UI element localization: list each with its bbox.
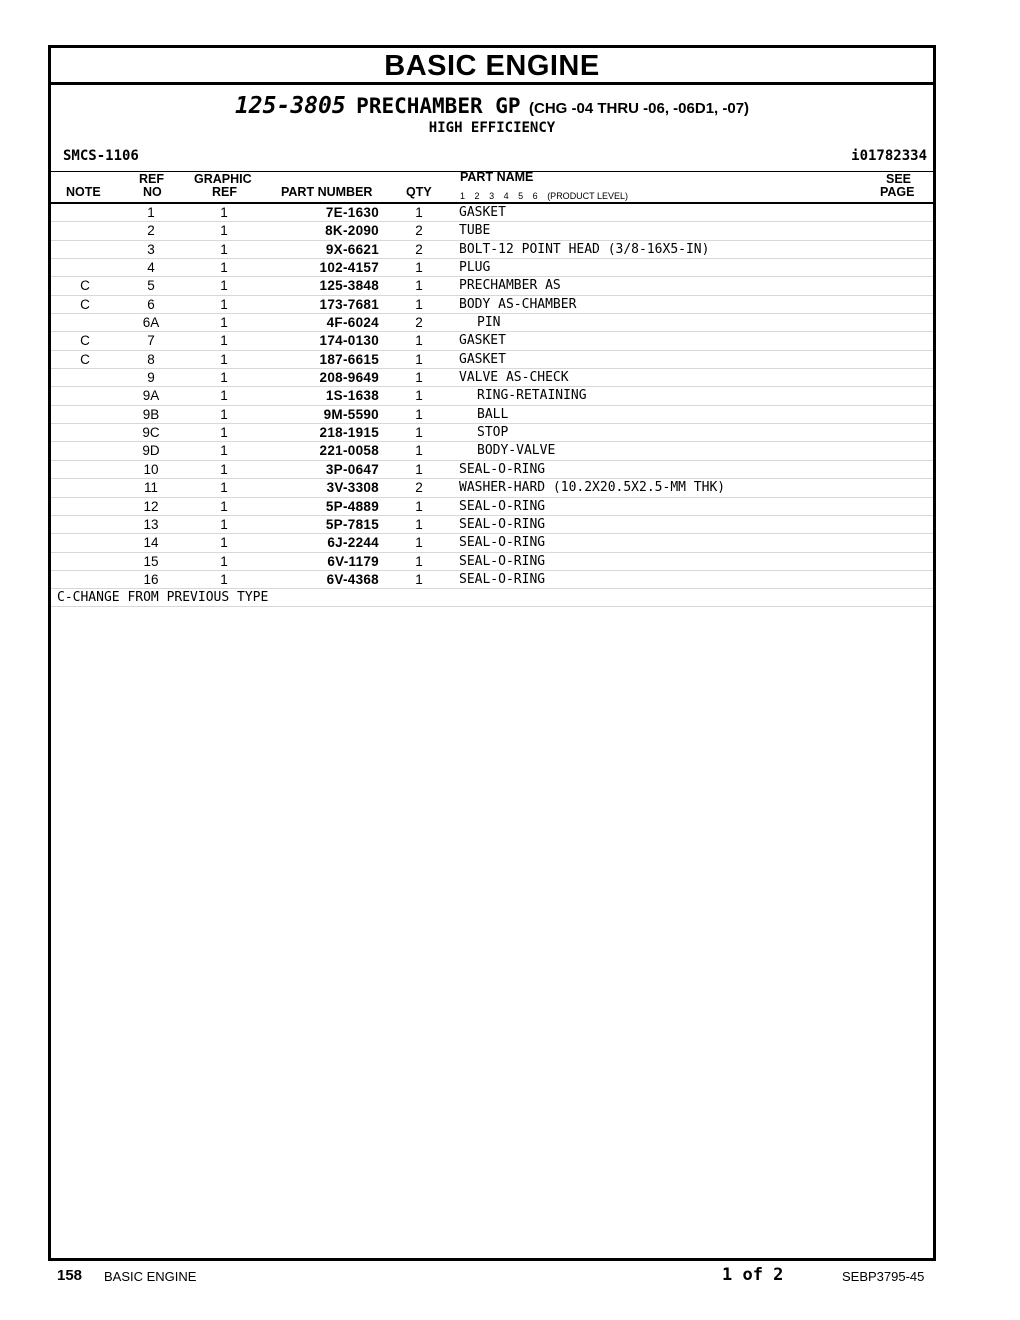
ref-no-cell: 10 <box>143 461 159 477</box>
illustration-id: i01782334 <box>851 148 927 164</box>
part-name-cell: PRECHAMBER AS <box>459 278 561 294</box>
ref-no-cell: 9A <box>142 388 160 404</box>
level-1: 1 <box>460 191 466 201</box>
col-ref-top: REF <box>139 172 164 186</box>
graphic-ref-cell: 1 <box>220 388 228 404</box>
part-name-cell: TUBE <box>459 223 491 239</box>
table-row <box>51 479 933 497</box>
col-graphic-bottom: REF <box>212 185 237 199</box>
page-number: 158 <box>57 1267 83 1284</box>
col-qty: QTY <box>406 185 432 199</box>
qty-cell: 2 <box>415 480 423 496</box>
ref-no-cell: 11 <box>143 480 158 496</box>
smcs-code: SMCS-1106 <box>63 148 139 164</box>
qty-cell: 1 <box>415 425 423 441</box>
table-row <box>51 351 933 369</box>
part-name-cell: SEAL-O-RING <box>459 516 546 532</box>
part-name-cell: GASKET <box>459 205 506 220</box>
table-row <box>51 332 933 350</box>
graphic-ref-cell: 1 <box>220 241 228 257</box>
graphic-ref-cell: 1 <box>220 406 228 422</box>
table-row <box>51 534 933 552</box>
part-name-cell: SEAL-O-RING <box>459 571 546 587</box>
part-number-cell: 9X-6621 <box>325 241 379 257</box>
ref-no-cell: 13 <box>143 516 159 532</box>
part-number-cell: 5P-7815 <box>325 516 379 532</box>
part-number-cell: 6V-1179 <box>327 553 379 569</box>
ref-no-cell: 9 <box>147 370 155 386</box>
table-row <box>51 204 933 222</box>
ref-no-cell: 4 <box>147 260 155 276</box>
graphic-ref-cell: 1 <box>220 333 228 349</box>
part-name-cell: SEAL-O-RING <box>459 461 546 477</box>
table-row <box>51 387 933 405</box>
product-level-label: (PRODUCT LEVEL) <box>547 191 629 201</box>
ref-no-cell: 14 <box>143 535 159 551</box>
part-name-cell: BODY-VALVE <box>477 443 556 459</box>
graphic-ref-cell: 1 <box>220 205 228 220</box>
col-graphic-top: GRAPHIC <box>194 172 252 186</box>
col-see-top: SEE <box>886 172 912 186</box>
qty-cell: 1 <box>415 406 423 422</box>
graphic-ref-cell: 1 <box>220 461 228 477</box>
table-row <box>51 259 933 277</box>
qty-cell: 1 <box>415 553 423 569</box>
part-name-cell: STOP <box>477 425 509 441</box>
part-number-cell: 7E-1630 <box>325 205 379 220</box>
col-part-name: PART NAME <box>460 170 534 184</box>
table-row <box>51 498 933 516</box>
note-cell: C <box>80 296 90 312</box>
part-name-cell: PLUG <box>459 260 491 276</box>
table-row <box>51 296 933 314</box>
ref-no-cell: 3 <box>147 241 155 257</box>
table-row <box>51 406 933 424</box>
part-name-cell: SEAL-O-RING <box>459 553 546 569</box>
qty-cell: 1 <box>415 333 423 349</box>
qty-cell: 1 <box>415 296 423 312</box>
part-number-cell: 187-6615 <box>319 351 379 367</box>
qty-cell: 1 <box>415 260 423 276</box>
qty-cell: 1 <box>415 516 423 532</box>
graphic-ref-cell: 1 <box>220 535 228 551</box>
qty-cell: 1 <box>415 351 423 367</box>
graphic-ref-cell: 1 <box>220 553 228 569</box>
parts-table-header <box>51 171 933 204</box>
group-change-info: (CHG -04 THRU -06, -06D1, -07) <box>529 100 750 117</box>
note-cell: C <box>80 278 90 294</box>
graphic-ref-cell: 1 <box>220 351 228 367</box>
qty-cell: 1 <box>415 535 423 551</box>
col-note: NOTE <box>66 185 101 199</box>
col-part-number: PART NUMBER <box>281 185 373 199</box>
ref-no-cell: 9D <box>142 443 160 459</box>
graphic-ref-cell: 1 <box>220 480 228 496</box>
qty-cell: 2 <box>415 241 423 257</box>
part-name-cell: SEAL-O-RING <box>459 498 546 514</box>
part-name-cell: GASKET <box>459 333 506 349</box>
part-number-cell: 218-1915 <box>319 425 379 441</box>
table-row <box>51 516 933 534</box>
graphic-ref-cell: 1 <box>220 443 228 459</box>
group-subtitle: HIGH EFFICIENCY <box>428 120 556 136</box>
sheet-indicator: 1 of 2 <box>722 1265 784 1285</box>
part-number-cell: 102-4157 <box>319 260 379 276</box>
part-number-cell: 8K-2090 <box>325 223 379 239</box>
part-number-cell: 6V-4368 <box>326 571 379 587</box>
part-name-cell: RING-RETAINING <box>477 388 587 404</box>
level-2: 2 <box>474 191 480 201</box>
ref-no-cell: 8 <box>147 351 155 367</box>
table-row <box>51 553 933 571</box>
ref-no-cell: 5 <box>147 278 155 294</box>
part-number-cell: 221-0058 <box>319 443 379 459</box>
part-number-cell: 208-9649 <box>319 370 379 386</box>
qty-cell: 1 <box>415 205 423 220</box>
part-number-cell: 174-0130 <box>319 333 379 349</box>
part-number-cell: 4F-6024 <box>326 315 379 331</box>
ref-no-cell: 12 <box>143 498 159 514</box>
footnote: C-CHANGE FROM PREVIOUS TYPE <box>51 589 933 607</box>
qty-cell: 1 <box>415 388 423 404</box>
ref-no-cell: 7 <box>147 333 155 349</box>
level-3: 3 <box>489 191 495 201</box>
table-row <box>51 241 933 259</box>
ref-no-cell: 16 <box>143 571 159 587</box>
ref-no-cell: 6 <box>147 296 155 312</box>
table-row <box>51 461 933 479</box>
parts-table-body <box>51 204 933 589</box>
table-row <box>51 424 933 442</box>
graphic-ref-cell: 1 <box>220 571 228 587</box>
part-name-cell: GASKET <box>459 351 506 367</box>
table-row <box>51 442 933 460</box>
page-footer <box>0 1262 1020 1292</box>
part-number-cell: 3P-0647 <box>325 461 379 477</box>
table-row <box>51 277 933 295</box>
col-see-bottom: PAGE <box>880 185 915 199</box>
group-name: PRECHAMBER GP <box>356 94 521 118</box>
qty-cell: 2 <box>415 315 423 331</box>
level-4: 4 <box>503 191 509 201</box>
qty-cell: 1 <box>415 571 423 587</box>
part-name-cell: PIN <box>477 315 501 331</box>
footer-section: BASIC ENGINE <box>104 1269 197 1284</box>
part-name-cell: SEAL-O-RING <box>459 535 546 551</box>
qty-cell: 1 <box>415 278 423 294</box>
graphic-ref-cell: 1 <box>220 315 228 331</box>
qty-cell: 1 <box>415 461 423 477</box>
reference-row <box>51 148 933 168</box>
part-number-cell: 9M-5590 <box>323 406 379 422</box>
part-number-cell: 5P-4889 <box>325 498 379 514</box>
graphic-ref-cell: 1 <box>220 223 228 239</box>
part-name-cell: BODY AS-CHAMBER <box>459 296 577 312</box>
qty-cell: 1 <box>415 498 423 514</box>
part-number-cell: 1S-1638 <box>325 388 379 404</box>
table-row <box>51 571 933 589</box>
group-number: 125-3805 <box>234 93 346 119</box>
ref-no-cell: 15 <box>143 553 159 569</box>
note-cell: C <box>80 333 90 349</box>
col-ref-bottom: NO <box>143 185 162 199</box>
qty-cell: 1 <box>415 370 423 386</box>
part-number-cell: 3V-3308 <box>326 480 379 496</box>
graphic-ref-cell: 1 <box>220 260 228 276</box>
table-row <box>51 222 933 240</box>
ref-no-cell: 9C <box>142 425 160 441</box>
document-id: SEBP3795-45 <box>842 1269 925 1284</box>
table-row <box>51 314 933 332</box>
graphic-ref-cell: 1 <box>220 370 228 386</box>
graphic-ref-cell: 1 <box>220 296 228 312</box>
part-number-cell: 6J-2244 <box>327 535 379 551</box>
part-number-cell: 125-3848 <box>319 278 379 294</box>
ref-no-cell: 1 <box>147 205 155 220</box>
graphic-ref-cell: 1 <box>220 425 228 441</box>
part-name-cell: WASHER-HARD (10.2X20.5X2.5-MM THK) <box>459 480 726 496</box>
page-title: BASIC ENGINE <box>51 48 933 85</box>
ref-no-cell: 2 <box>147 223 155 239</box>
graphic-ref-cell: 1 <box>220 516 228 532</box>
graphic-ref-cell: 1 <box>220 278 228 294</box>
part-name-cell: VALVE AS-CHECK <box>459 370 569 386</box>
level-6: 6 <box>532 191 538 201</box>
qty-cell: 2 <box>415 223 423 239</box>
ref-no-cell: 9B <box>142 406 160 422</box>
part-name-cell: BALL <box>477 406 509 422</box>
part-name-cell: BOLT-12 POINT HEAD (3/8-16X5-IN) <box>459 241 710 257</box>
page-frame <box>48 45 936 1261</box>
ref-no-cell: 6A <box>142 315 160 331</box>
product-level-scale <box>460 190 635 203</box>
note-cell: C <box>80 351 90 367</box>
qty-cell: 1 <box>415 443 423 459</box>
level-5: 5 <box>518 191 524 201</box>
graphic-ref-cell: 1 <box>220 498 228 514</box>
table-row <box>51 369 933 387</box>
part-number-cell: 173-7681 <box>319 296 379 312</box>
group-heading <box>51 92 933 120</box>
